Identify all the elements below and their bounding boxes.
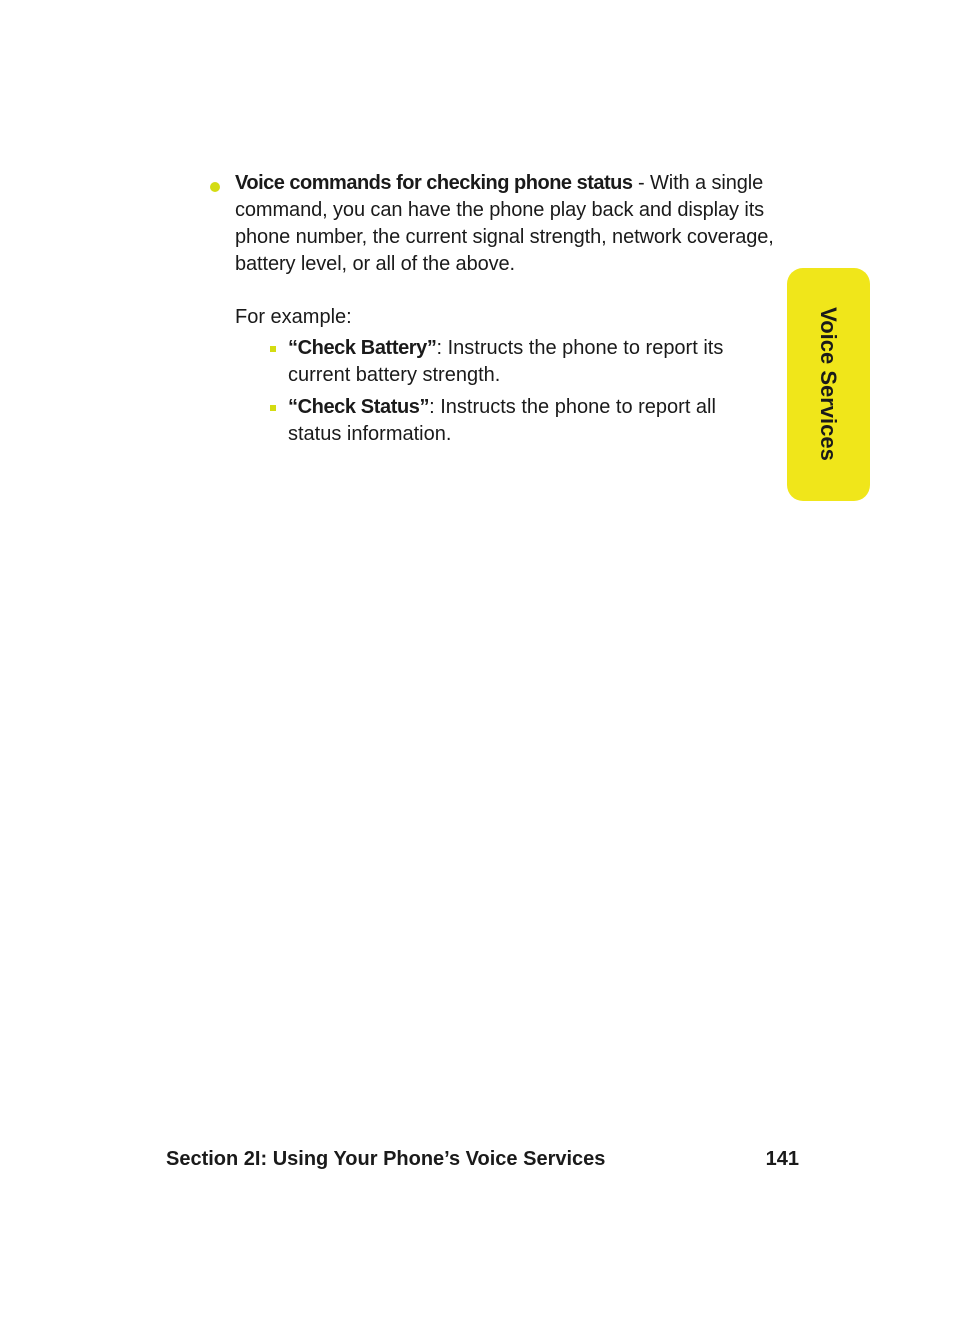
- footer-section-title: Section 2I: Using Your Phone’s Voice Services: [166, 1148, 606, 1170]
- example-label: For example:: [235, 306, 352, 328]
- example-item-check-battery: [208, 335, 758, 389]
- example-term: “Check Status”: [288, 396, 430, 418]
- section-side-tab: [787, 268, 870, 501]
- main-content: [208, 170, 778, 453]
- round-bullet-icon: [210, 182, 220, 192]
- bullet-lead: Voice commands for checking phone status: [235, 172, 633, 194]
- bullet-item: [208, 170, 778, 278]
- example-item-check-status: [208, 394, 758, 448]
- square-bullet-icon: [270, 405, 276, 411]
- bullet-paragraph: [235, 170, 778, 278]
- side-tab-label: Voice Services: [816, 307, 841, 461]
- example-text: : Instructs the phone to report its current battery strength.: [288, 337, 724, 386]
- bullet-text: - With a single command, you can have the phone play back and display its phone number, the current signal strength, network coverage, battery level, or all of the above.: [235, 172, 774, 275]
- example-term: “Check Battery”: [288, 337, 437, 359]
- page-number: 141: [765, 1148, 799, 1170]
- square-bullet-icon: [270, 346, 276, 352]
- example-list: [208, 335, 778, 448]
- example-text: : Instructs the phone to report all status information.: [288, 396, 716, 445]
